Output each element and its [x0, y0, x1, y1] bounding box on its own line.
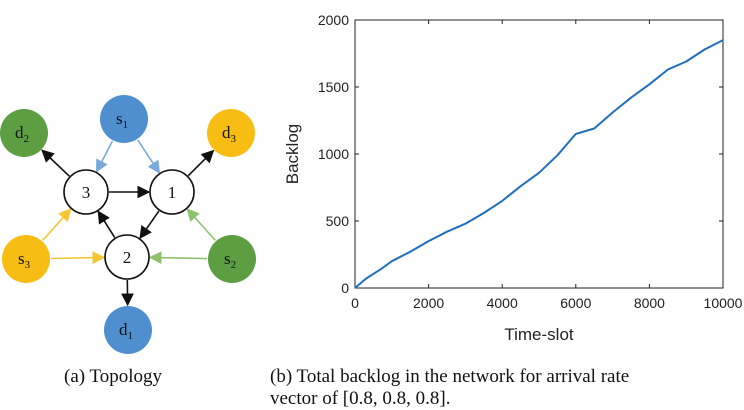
x-tick-label: 6000 [560, 295, 591, 311]
topology-diagram [0, 95, 256, 354]
caption-b-line2: vector of [0.8, 0.8, 0.8]. [270, 388, 450, 410]
y-tick-label: 2000 [318, 12, 349, 28]
endpoint-node-d2 [0, 109, 48, 157]
edge-s3-to-n2 [51, 257, 104, 258]
endpoint-node-label: $s_1$ [116, 109, 128, 131]
axis-tick-labels [318, 12, 743, 311]
x-tick-label: 10000 [704, 295, 743, 311]
topology-nodes [0, 95, 256, 354]
x-tick-label: 2000 [413, 295, 444, 311]
endpoint-node-label: $d_2$ [15, 123, 29, 145]
x-axis-label: Time-slot [504, 325, 574, 344]
topology-edges [42, 140, 215, 305]
backlog-chart [283, 12, 743, 344]
relay-node-label: 1 [168, 183, 177, 202]
relay-node-label: 2 [123, 248, 132, 267]
edge-s1-to-n1 [138, 140, 160, 173]
backlog-series-line [355, 40, 723, 288]
endpoint-node-d3 [207, 109, 255, 157]
caption-b-line1: (b) Total backlog in the network for arrival rate [270, 366, 629, 388]
edge-s2-to-n2 [150, 257, 207, 258]
edge-s3-to-n3 [43, 209, 71, 240]
endpoint-node-s3 [2, 235, 50, 283]
x-tick-label: 8000 [634, 295, 665, 311]
relay-node-3 [64, 170, 108, 214]
caption-a: (a) Topology [64, 366, 162, 388]
edge-s2-to-n1 [187, 209, 215, 240]
endpoint-node-label: $s_3$ [18, 249, 31, 271]
y-tick-label: 0 [341, 280, 349, 296]
endpoint-node-s1 [100, 95, 148, 143]
x-tick-label: 0 [351, 295, 359, 311]
y-axis-label: Backlog [283, 124, 302, 184]
endpoint-node-d1 [104, 306, 152, 354]
y-tick-label: 1500 [318, 79, 349, 95]
y-tick-label: 1000 [318, 146, 349, 162]
edge-n2-to-n3 [98, 211, 114, 237]
relay-node-label: 3 [82, 183, 91, 202]
edge-n3-to-d2 [42, 150, 69, 176]
edge-n1-to-n2 [140, 211, 159, 238]
axis-ticks [355, 20, 723, 288]
plot-frame [355, 20, 723, 288]
endpoint-node-label: $d_1$ [119, 320, 133, 342]
relay-node-1 [150, 170, 194, 214]
edge-n1-to-d3 [188, 151, 213, 176]
edge-s1-to-n3 [97, 141, 113, 171]
relay-node-2 [105, 235, 149, 279]
endpoint-node-label: $d_3$ [222, 123, 237, 145]
endpoint-node-s2 [208, 235, 256, 283]
y-tick-label: 500 [326, 213, 350, 229]
endpoint-node-label: $s_2$ [224, 249, 236, 271]
x-tick-label: 4000 [487, 295, 518, 311]
